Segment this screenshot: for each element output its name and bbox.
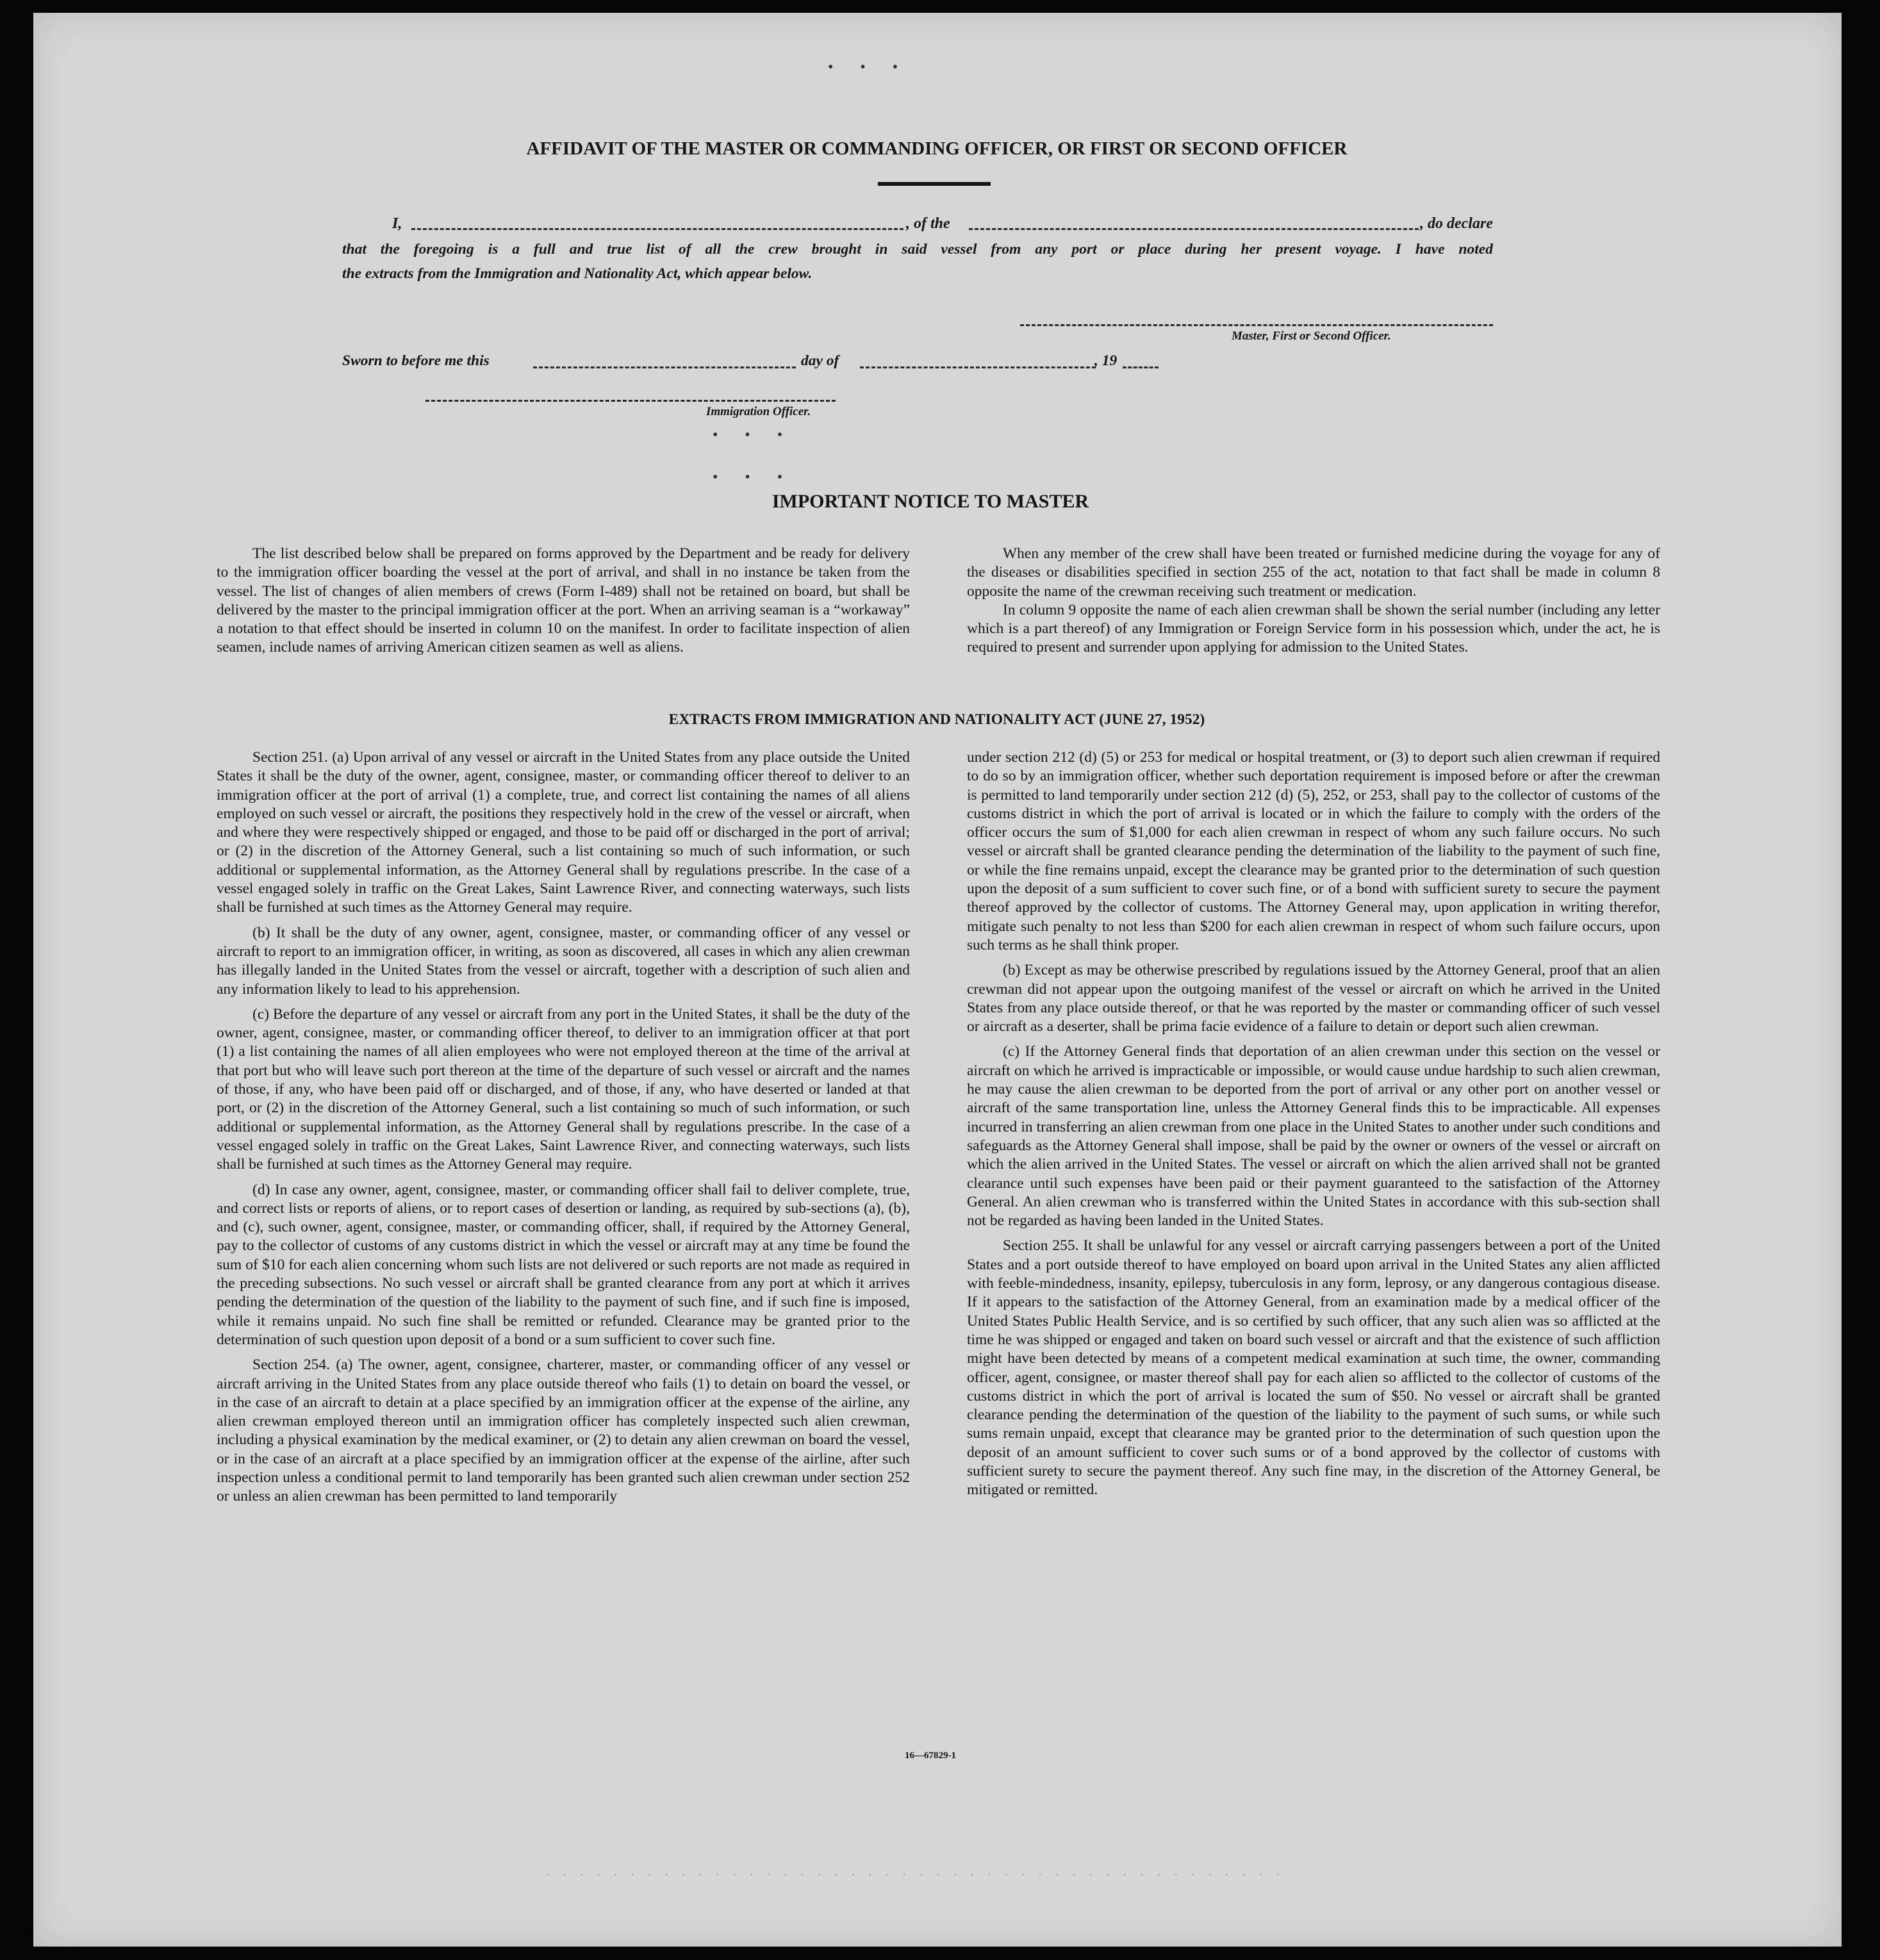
officer-signature-line[interactable]: [425, 400, 836, 402]
section-254-b: (b) Except as may be otherwise prescribed by regulations issued by the Attorney General, proof that an alien crewman did not appear upon the outgoing manifest of the vessel or aircraft on which he arrived in the United States from any place outside thereof, or that he was reported by the master or commanding officer of such vessel or aircraft as a deserter, shall be prima facie evidence of a failure to detain or deport such alien crewman.: [967, 962, 1660, 1035]
section-255: Section 255. It shall be unlawful for any vessel or aircraft carrying passengers between a port of the United States and a port outside thereof to have employed on board upon arrival in the United States any alien afflicted with feeble-mindedness, insanity, epilepsy, tuberculosis in any form, leprosy, or any dangerous contagious disease. If it appears to the satisfaction of the Attorney General, from an examination made by a medical officer of the United States Public Health Service, and is so certified by such officer, that any such alien was so afflicted at the time he was shipped or engaged and taken on board such vessel or aircraft and that the existence of such affliction might have been detected by means of a competent medical examination at such time, the owner, commanding officer, agent, consignee, or master thereof shall pay for each alien so afflicted to the collector of customs of the customs district in which the port of arrival is located the sum of $50. No vessel or aircraft shall be granted clearance pending the determination of the question of the liability to the payment of such sums, or while such sums remain unpaid, except that clearance may be granted prior to the determination of such question upon the deposit of an amount sufficient to cover such sums or of a bond approved by the collector of customs with sufficient surety to secure the payment thereof. Any such fine may, in the discretion of the Attorney General, be mitigated or remitted.: [967, 1237, 1660, 1499]
title-rule: [878, 182, 991, 186]
signature-label: Master, First or Second Officer.: [1232, 329, 1391, 343]
section-251-a: Section 251. (a) Upon arrival of any vessel or aircraft in the United States from any place outside the United States it shall be the duty of the owner, agent, consignee, master, or commanding officer thereof to deliver to an immigration officer at the port of arrival (1) a complete, true, and correct list containing the names of all aliens employed on such vessel or aircraft, the positions they respectively hold in the crew of the vessel or aircraft, when and where they were respectively shipped or engaged, and those to be paid off or discharged in the port of arrival; or (2) in the discretion of the Attorney General, such a list containing so much of such information, or such additional or supplemental information, as the Attorney General shall by regulations prescribe. In the case of a vessel engaged solely in traffic on the Great Lakes, Saint Lawrence River, and connecting waterways, such lists shall be furnished at such times as the Attorney General may require.: [217, 749, 910, 916]
sworn-date-blank[interactable]: [533, 366, 796, 368]
sworn-prefix: Sworn to before me this: [342, 352, 490, 369]
affidavit-title: AFFIDAVIT OF THE MASTER OR COMMANDING OFFICER, OR FIRST OR SECOND OFFICER: [526, 138, 1348, 159]
section-251-b: (b) It shall be the duty of any owner, agent, consignee, master, or commanding officer of any vessel or aircraft to report to an immigration officer, in writing, as soon as discovered, all cases in which any alien crewman has illegally landed in the United States from the vessel or aircraft, together with a description of such alien and any information likely to lead to his apprehension.: [217, 924, 910, 998]
extracts-left-column: [217, 748, 910, 1513]
section-254-a-cont: under section 212 (d) (5) or 253 for medical or hospital treatment, or (3) to deport such alien crewman if required to do so by an immigration officer, whether such deportation requirement is imposed before or after the crewman is permitted to land temporarily under section 212 (d) (5), 252, or 253, shall pay to the collector of customs of the customs district in which the port of arrival is located or in which the failure to comply with the orders of the officer occurs the sum of $1,000 for each alien crewman in respect of whom any such failure occurs. No such vessel or aircraft shall be granted clearance pending the determination of the liability to the payment of such fine, or while the fine remains unpaid, except the clearance may be granted prior to the determination of such question upon the deposit of a sum sufficient to cover such fine, or of a bond with sufficient surety to secure the payment thereof approved by the collector of customs. The Attorney General may, upon application in writing therefor, mitigate such penalty to not less than $200 for each alien crewman in respect of whom such failure occurs, upon such terms as he shall think proper.: [967, 749, 1660, 953]
extracts-title: EXTRACTS FROM IMMIGRATION AND NATIONALITY ACT (JUNE 27, 1952): [668, 711, 1205, 728]
vessel-blank[interactable]: [969, 228, 1419, 230]
notice-left-paragraph: The list described below shall be prepared on forms approved by the Department and be ready for delivery to the immigration officer boarding the vessel at the port of arrival, and shall in no instance be taken from the vessel. The list of changes of alien members of crews (Form I-489) shall not be retained on board, but shall be delivered by the master to the principal immigration officer at the port. When an arriving seaman is a “workaway” a notation to that effect should be inserted in column 10 on the manifest. In order to facilitate inspection of alien seamen, include names of arriving American citizen seamen as well as aliens.: [217, 545, 910, 656]
decor-dots-1: • • •: [713, 427, 795, 443]
section-254-c: (c) If the Attorney General finds that deportation of an alien crewman under this section on the vessel or aircraft on which he arrived is impracticable or impossible, or would cause undue hardship to such alien crewman, he may cause the alien crewman to be deported from the port of arrival or any other port on another vessel or aircraft of the same transportation line, unless the Attorney General finds this to be impracticable. All expenses incurred in transferring an alien crewman from one place in the United States to another under such conditions and safeguards as the Attorney General shall impose, shall be paid by the owner or owners of the vessel or aircraft on which the alien arrived in the United States. The vessel or aircraft on which the alien arrived shall not be granted clearance until such expenses have been paid or their payment guaranteed to the satisfaction of the Attorney General. An alien crewman who is transferred within the United States in accordance with this sub-section shall not be regarded as having been landed in the United States.: [967, 1043, 1660, 1230]
notice-left: [217, 545, 910, 657]
sworn-month-blank[interactable]: [860, 366, 1096, 368]
notice-right: [967, 545, 1660, 657]
affidavit-statement-1: that the foregoing is a full and true list of all the crew brought in said vessel from any port or place during her present voyage. I have noted: [342, 241, 1493, 258]
affidavit-declare: , do declare: [1420, 215, 1493, 232]
name-blank[interactable]: [411, 228, 903, 230]
affidavit-statement-2: the extracts from the Immigration and Nationality Act, which appear below.: [342, 265, 812, 282]
affidavit-of-the: , of the: [906, 215, 950, 232]
officer-label: Immigration Officer.: [706, 405, 811, 418]
section-254-a: Section 254. (a) The owner, agent, consignee, charterer, master, or commanding officer of any vessel or aircraft arriving in the United States from any place outside thereof who fails (1) to detain on board the vessel, or in the case of an aircraft to detain at a place specified by an immigration officer at the expense of the airline, any alien crewman employed thereon until an immigration officer has completely inspected such alien crewman, including a physical examination by the medical examiner, or (2) to detain any alien crewman on board the vessel, or in the case of an aircraft at a place specified by an immigration officer at the expense of the airline, after such inspection unless a conditional permit to land temporarily has been granted such alien crewman under section 252 or unless an alien crewman has been permitted to land temporarily: [217, 1356, 910, 1505]
document-page: [33, 13, 1842, 1947]
notice-right-paragraph-2: In column 9 opposite the name of each alien crewman shall be shown the serial number (including any letter which is a part thereof) of any Immigration or Foreign Service form in his possession which, under the act, he is required to present and surrender upon applying for admission to the United States.: [967, 601, 1660, 656]
sworn-day-of: day of: [801, 352, 839, 369]
notice-title: IMPORTANT NOTICE TO MASTER: [771, 491, 1089, 512]
form-code: 16—67829-1: [905, 1750, 956, 1761]
punch-dots: • • •: [828, 59, 910, 76]
signature-line[interactable]: [1020, 324, 1493, 326]
decor-dots-2: • • •: [713, 469, 795, 486]
sworn-year-blank[interactable]: [1123, 366, 1159, 368]
affidavit-i: I,: [392, 215, 402, 232]
section-251-c: (c) Before the departure of any vessel or aircraft from any port in the United States, it shall be the duty of the owner, agent, consignee, master, or commanding officer thereof, to deliver to an immigration officer at that port (1) a list containing the names of all alien employees who were not employed thereon at the time of the arrival at that port but who will leave such port thereon at the time of the departure of such vessel or aircraft and the names of those, if any, who have been paid off or discharged, and of those, if any, who have deserted or landed at that port, or (2) in the discretion of the Attorney General, such a list containing so much of such information, or such additional or supplemental information, as the Attorney General shall by regulations prescribe. In the case of a vessel engaged solely in traffic on the Great Lakes, Saint Lawrence River, and connecting waterways, such lists shall be furnished at such times as the Attorney General may require.: [217, 1005, 910, 1173]
sworn-year: , 19: [1094, 352, 1117, 369]
notice-right-paragraph-1: When any member of the crew shall have been treated or furnished medicine during the voyage for any of the diseases or disabilities specified in section 255 of the act, notation to that fact shall be made in column 8 opposite the name of the crewman receiving such treatment or medication.: [967, 545, 1660, 600]
bleed-through-text: . . . . . . . . . . . . . . . . . . . . . . . . . . . . . . . . . . . . . . . . . . . .: [546, 1863, 1285, 1879]
section-251-d: (d) In case any owner, agent, consignee, master, or commanding officer shall fail to deliver complete, true, and correct lists or reports of aliens, or to report cases of desertion or landing, as required by sub-sections (a), (b), and (c), such owner, agent, consignee, master, or commanding officer, shall, if required by the Attorney General, pay to the collector of customs of any customs district in which the vessel or aircraft may at any time be found the sum of $10 for each alien concerning whom such lists are not delivered or such reports are not made as required in the preceding subsections. No such vessel or aircraft shall be granted clearance from any port at which it arrives pending the determination of the question of the liability to the payment of such fine, and if such fine is imposed, while it remains unpaid. No such fine shall be remitted or refunded. Clearance may be granted prior to the determination of such question upon deposit of a bond or a sum sufficient to cover such fine.: [217, 1181, 910, 1348]
extracts-right-column: [967, 748, 1660, 1506]
